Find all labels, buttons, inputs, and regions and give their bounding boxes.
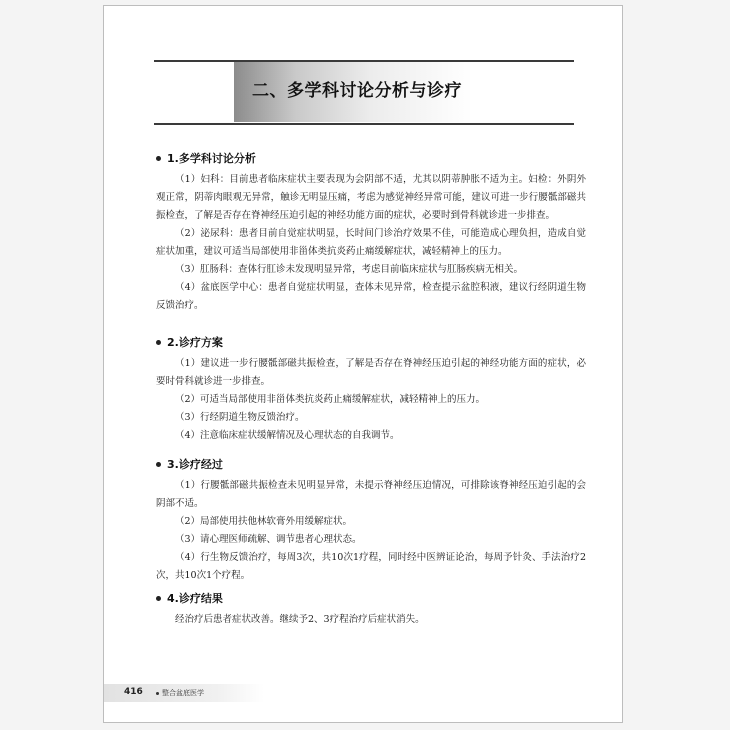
section-heading: 4.诊疗结果 bbox=[156, 590, 586, 606]
paragraph: （3）请心理医师疏解、调节患者心理状态。 bbox=[175, 534, 362, 545]
running-title: 整合盆底医学 bbox=[156, 688, 204, 698]
section-heading: 3.诊疗经过 bbox=[156, 456, 586, 472]
paragraph: （3）肛肠科：查体行肛诊未发现明显异常，考虑目前临床症状与肛肠疾病无相关。 bbox=[175, 264, 524, 275]
section-heading: 2.诊疗方案 bbox=[156, 334, 586, 350]
bullet-icon bbox=[156, 340, 161, 345]
section-treatment-result bbox=[156, 590, 586, 629]
bullet-icon bbox=[156, 596, 161, 601]
paragraph: （4）盆底医学中心：患者自觉症状明显，查体未见异常，检查提示盆腔积液，建议行经阴道生物反馈治疗。 bbox=[156, 282, 586, 311]
bullet-icon bbox=[156, 156, 161, 161]
section-multidisciplinary-analysis bbox=[156, 150, 586, 315]
paragraph: （3）行经阴道生物反馈治疗。 bbox=[175, 412, 305, 423]
title-bottom-rule bbox=[154, 123, 574, 125]
paragraph: 经治疗后患者症状改善。继续予2、3疗程治疗后症状消失。 bbox=[175, 614, 425, 625]
bullet-icon bbox=[156, 692, 159, 695]
section-treatment-plan bbox=[156, 334, 586, 445]
chapter-title: 二、多学科讨论分析与诊疗 bbox=[252, 81, 462, 101]
paragraph: （2）可适当局部使用非甾体类抗炎药止痛缓解症状，减轻精神上的压力。 bbox=[175, 394, 486, 405]
bullet-icon bbox=[156, 462, 161, 467]
paragraph: （1）建议进一步行腰骶部磁共振检查，了解是否存在脊神经压迫引起的神经功能方面的症状，必要时骨科就诊进一步排查。 bbox=[156, 358, 586, 387]
paragraph: （1）行腰骶部磁共振检查未见明显异常，未提示脊神经压迫情况，可排除该脊神经压迫引起的会阴部不适。 bbox=[156, 480, 586, 509]
page-footer bbox=[104, 684, 264, 702]
section-treatment-course bbox=[156, 456, 586, 585]
paragraph: （4）注意临床症状缓解情况及心理状态的自我调节。 bbox=[175, 430, 400, 441]
paragraph: （4）行生物反馈治疗，每周3次，共10次1疗程，同时经中医辨证论治，每周予针灸、手法治疗2次，共10次1个疗程。 bbox=[156, 552, 586, 581]
document-page bbox=[103, 5, 623, 723]
section-heading: 1.多学科讨论分析 bbox=[156, 150, 586, 166]
paragraph: （2）泌尿科：患者目前自觉症状明显，长时间门诊治疗效果不佳，可能造成心理负担，造成自觉症状加重，建议可适当局部使用非甾体类抗炎药止痛缓解症状，减轻精神上的压力。 bbox=[156, 228, 586, 257]
page-number: 416 bbox=[124, 687, 143, 697]
paragraph: （1）妇科：目前患者临床症状主要表现为会阴部不适，尤其以阴蒂肿胀不适为主。妇检：外阴外观正常，阴蒂肉眼观无异常，触诊无明显压痛，考虑为感觉神经异常可能，建议可进一步行腰骶部磁共振检查，了解是否存在脊神经压迫引起的神经功能方面的症状，必要时到骨科就诊进一步排查。 bbox=[156, 174, 586, 221]
title-banner bbox=[234, 62, 574, 122]
paragraph: （2）局部使用扶他林软膏外用缓解症状。 bbox=[175, 516, 353, 527]
